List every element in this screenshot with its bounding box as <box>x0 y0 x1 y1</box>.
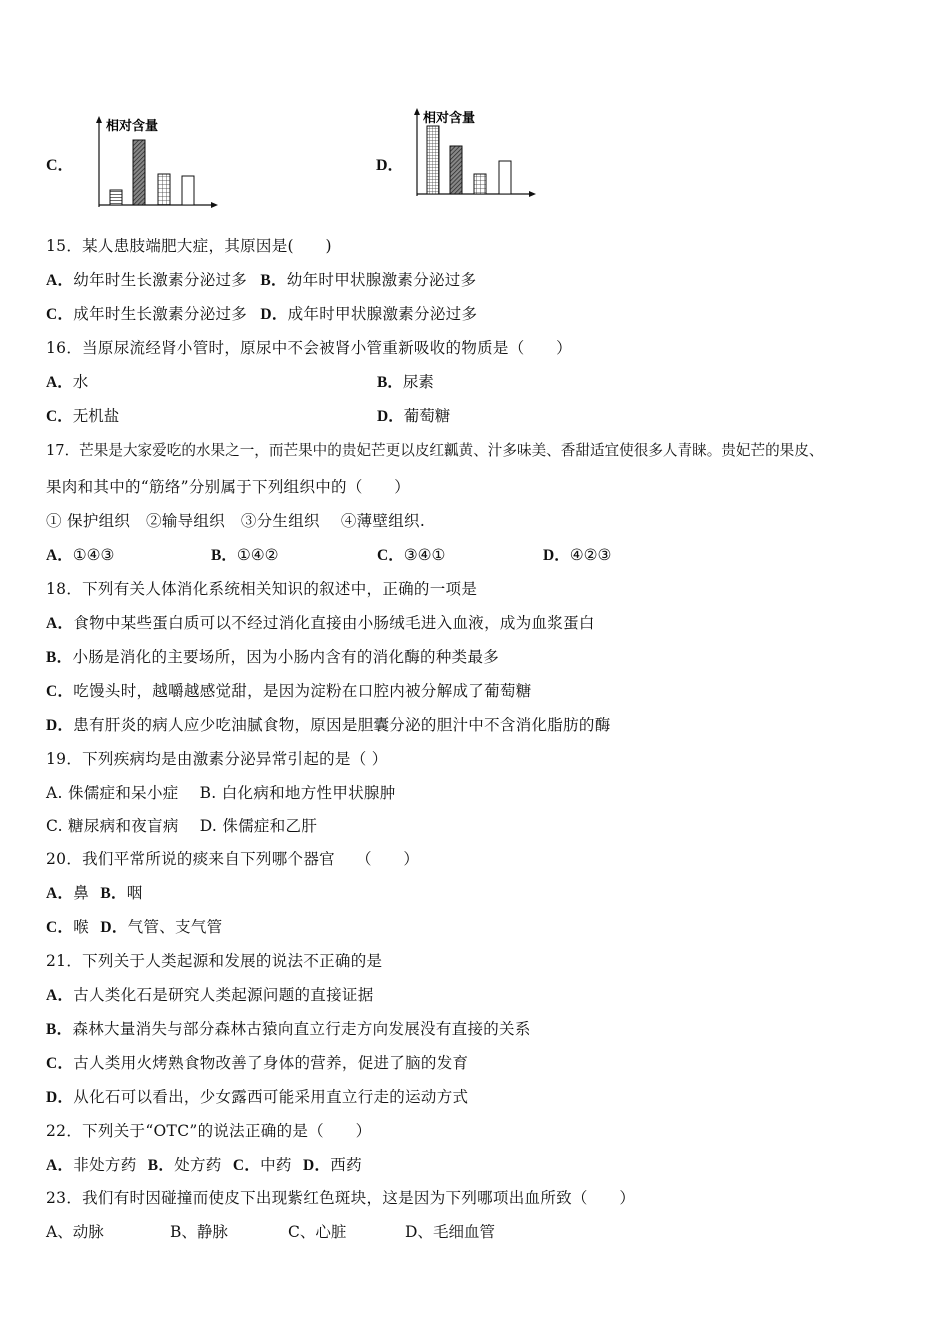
question-23-option-d: D、毛细血管 <box>405 1223 495 1241</box>
question-20-row-1: A．鼻 B．咽 <box>46 884 143 902</box>
option-c-letter: C． <box>46 306 74 323</box>
question-21-option-c: C．古人类用火烤熟食物改善了身体的营养，促进了脑的发育 <box>46 1054 469 1072</box>
question-16-stem: 16．当原尿流经肾小管时，原尿中不会被肾小管重新吸收的物质是（ ） <box>46 339 572 357</box>
question-21-option-d: D．从化石可以看出，少女露西可能采用直立行走的运动方式 <box>46 1088 469 1106</box>
option-c-text: 成年时生长激素分泌过多 <box>73 305 248 323</box>
question-23-option-c: C、心脏 <box>288 1223 347 1241</box>
option-d-letter: D． <box>260 306 288 323</box>
option-a-text: 幼年时生长激素分泌过多 <box>73 271 248 289</box>
option-b-text: 幼年时甲状腺激素分泌过多 <box>286 271 477 289</box>
question-17-stem-line-2: 果肉和其中的“筋络”分别属于下列组织中的（ ） <box>46 478 411 496</box>
option-d-label: D． <box>376 157 404 174</box>
question-18-option-a: A．食物中某些蛋白质可以不经过消化直接由小肠绒毛进入血液，成为血浆蛋白 <box>46 614 595 632</box>
bar-chart-d <box>408 104 543 208</box>
question-17-items: ① 保护组织 ②输导组织 ③分生组织 ④薄壁组织. <box>46 512 426 530</box>
chart-d-ylabel: 相对含量 <box>423 111 476 126</box>
question-15-stem: 15．某人患肢端肥大症，其原因是( ) <box>46 237 332 255</box>
question-20-row-2: C．喉 D．气管、支气管 <box>46 918 223 936</box>
question-15-row-2 <box>46 304 477 325</box>
chart-c-ylabel: 相对含量 <box>106 119 159 134</box>
question-21-option-b: B．森林大量消失与部分森林古猿向直立行走方向发展没有直接的关系 <box>46 1020 531 1038</box>
question-16-option-a: A．水 <box>46 373 89 391</box>
question-17-option-b: B．①④② <box>211 546 279 564</box>
question-19-row-1: A. 侏儒症和呆小症 B. 白化病和地方性甲状腺肿 <box>46 784 396 802</box>
question-15-row-1 <box>46 270 476 291</box>
question-23-option-b: B、静脉 <box>170 1223 228 1241</box>
question-16-option-b: B．尿素 <box>377 373 434 391</box>
question-18-option-d: D．患有肝炎的病人应少吃油腻食物，原因是胆囊分泌的胆汁中不含消化脂肪的酶 <box>46 716 611 734</box>
question-19-row-2: C. 糖尿病和夜盲病 D. 侏儒症和乙肝 <box>46 817 318 835</box>
question-18-option-c: C．吃馒头时，越嚼越感觉甜，是因为淀粉在口腔内被分解成了葡萄糖 <box>46 682 532 700</box>
option-b-letter: B． <box>260 272 287 289</box>
question-21-option-a: A．古人类化石是研究人类起源问题的直接证据 <box>46 986 374 1004</box>
question-23-stem: 23．我们有时因碰撞而使皮下出现紫红色斑块，这是因为下列哪项出血所致（ ） <box>46 1189 636 1207</box>
question-20-stem: 20．我们平常所说的痰来自下列哪个器官 （ ） <box>46 850 420 868</box>
bar-chart-c <box>90 112 225 216</box>
option-c-label: C． <box>46 157 74 174</box>
question-17-stem-line-1: 17．芒果是大家爱吃的水果之一，而芒果中的贵妃芒更以皮红瓤黄、汁多味美、香甜适宜使很多人青睐。贵妃芒的果皮、 <box>46 442 824 459</box>
question-16-option-d: D．葡萄糖 <box>377 407 451 425</box>
question-23-option-a: A、动脉 <box>46 1223 104 1241</box>
option-a-letter: A． <box>46 272 74 289</box>
question-21-stem: 21．下列关于人类起源和发展的说法不正确的是 <box>46 952 383 970</box>
option-d-text: 成年时甲状腺激素分泌过多 <box>287 305 478 323</box>
question-19-stem: 19．下列疾病均是由激素分泌异常引起的是（ ） <box>46 750 388 768</box>
question-22-options: A．非处方药 B．处方药 C．中药 D．西药 <box>46 1156 362 1174</box>
question-16-option-c: C．无机盐 <box>46 407 120 425</box>
question-18-stem: 18．下列有关人体消化系统相关知识的叙述中，正确的一项是 <box>46 580 478 598</box>
question-18-option-b: B．小肠是消化的主要场所，因为小肠内含有的消化酶的种类最多 <box>46 648 500 666</box>
question-17-option-a: A．①④③ <box>46 546 115 564</box>
question-22-stem: 22．下列关于“OTC”的说法正确的是（ ） <box>46 1122 372 1140</box>
question-17-option-d: D．④②③ <box>543 546 612 564</box>
question-17-option-c: C．③④① <box>377 546 446 564</box>
